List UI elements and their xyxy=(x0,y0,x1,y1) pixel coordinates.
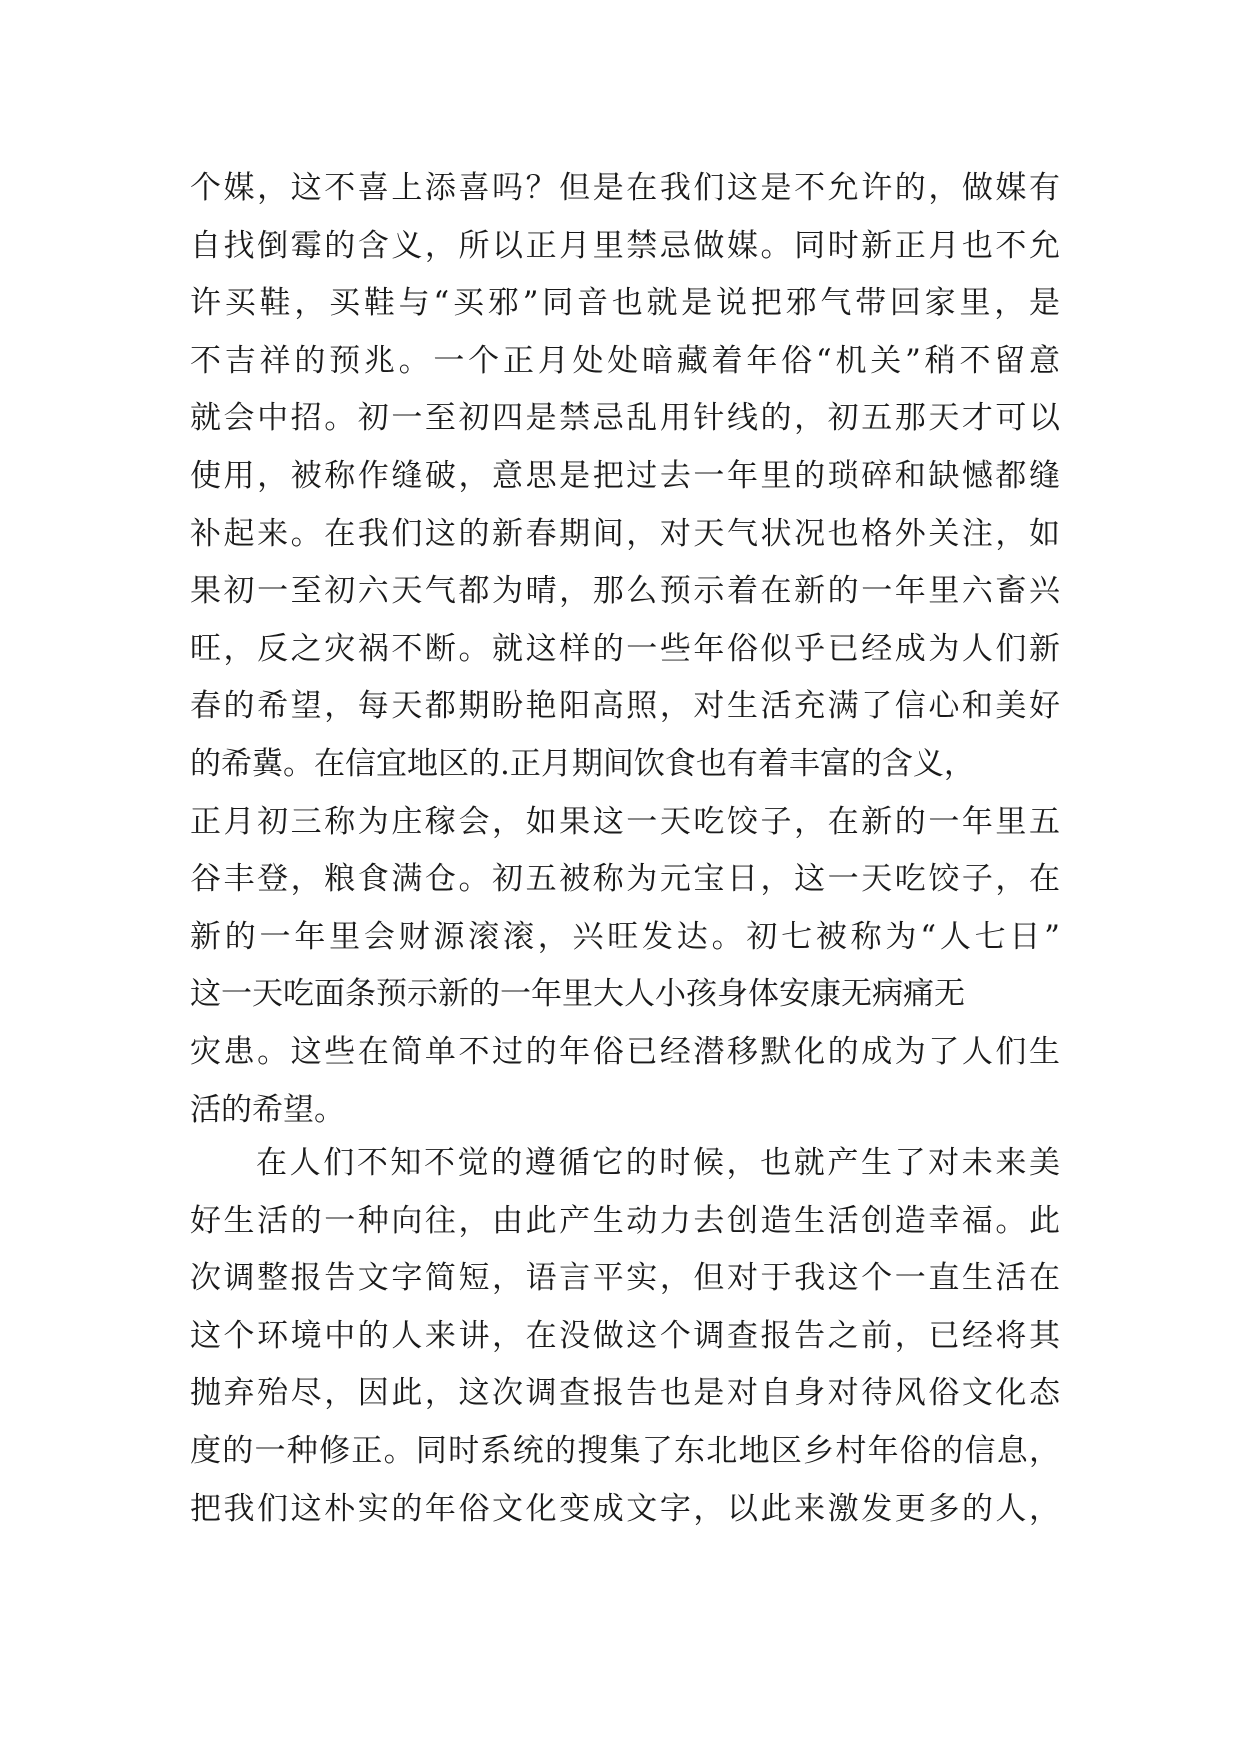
text-line: 把我们这朴实的年俗文化变成文字，以此来激发更多的人， xyxy=(190,1490,1060,1527)
text-line: 正月初三称为庄稼会，如果这一天吃饺子，在新的一年里五 xyxy=(190,803,1060,840)
text-line: 抛弃殆尽，因此，这次调查报告也是对自身对待风俗文化态 xyxy=(190,1375,1060,1412)
text-line: 好生活的一种向往，由此产生动力去创造生活创造幸福。此 xyxy=(190,1202,1060,1239)
text-line: 度的一种修正。同时系统的搜集了东北地区乡村年俗的信息， xyxy=(190,1432,1060,1469)
text-line: 谷丰登，粮食满仓。初五被称为元宝日，这一天吃饺子，在 xyxy=(190,861,1060,898)
text-line: 活的希望。 xyxy=(190,1091,345,1128)
text-line: 许买鞋，买鞋与“买邪”同音也就是说把邪气带回家里，是 xyxy=(190,285,1060,322)
paragraph-1 xyxy=(190,160,1060,1139)
text-line: 就会中招。初一至初四是禁忌乱用针线的，初五那天才可以 xyxy=(190,400,1060,437)
text-line: 补起来。在我们这的新春期间，对天气状况也格外关注，如 xyxy=(190,515,1060,552)
text-line: 使用，被称作缝破，意思是把过去一年里的琐碎和缺憾都缝 xyxy=(190,457,1060,494)
text-line: 灾患。这些在简单不过的年俗已经潜移默化的成为了人们生 xyxy=(190,1033,1060,1070)
text-line: 旺，反之灾祸不断。就这样的一些年俗似乎已经成为人们新 xyxy=(190,630,1060,667)
text-line: 个媒，这不喜上添喜吗？但是在我们这是不允许的，做媒有 xyxy=(190,170,1060,206)
paragraph-2 xyxy=(190,1135,1060,1538)
text-line: 次调整报告文字简短，语言平实，但对于我这个一直生活在 xyxy=(190,1260,1060,1297)
text-line: 春的希望，每天都期盼艳阳高照，对生活充满了信心和美好 xyxy=(190,688,1060,725)
text-line: 这个环境中的人来讲，在没做这个调查报告之前，已经将其 xyxy=(190,1317,1060,1354)
text-line: 新的一年里会财源滚滚，兴旺发达。初七被称为“人七日” xyxy=(190,918,1060,955)
text-line: 自找倒霉的含义，所以正月里禁忌做媒。同时新正月也不允 xyxy=(190,227,1060,264)
text-line: 的希冀。在信宜地区的.正月期间饮食也有着丰富的含义， xyxy=(190,745,975,782)
text-line: 在人们不知不觉的遵循它的时候，也就产生了对未来美 xyxy=(256,1145,1060,1181)
text-line: 这一天吃面条预示新的一年里大人小孩身体安康无病痛无 xyxy=(190,976,965,1013)
text-line: 不吉祥的预兆。一个正月处处暗藏着年俗“机关”稍不留意 xyxy=(190,342,1060,379)
text-line: 果初一至初六天气都为晴，那么预示着在新的一年里六畜兴 xyxy=(190,573,1060,610)
